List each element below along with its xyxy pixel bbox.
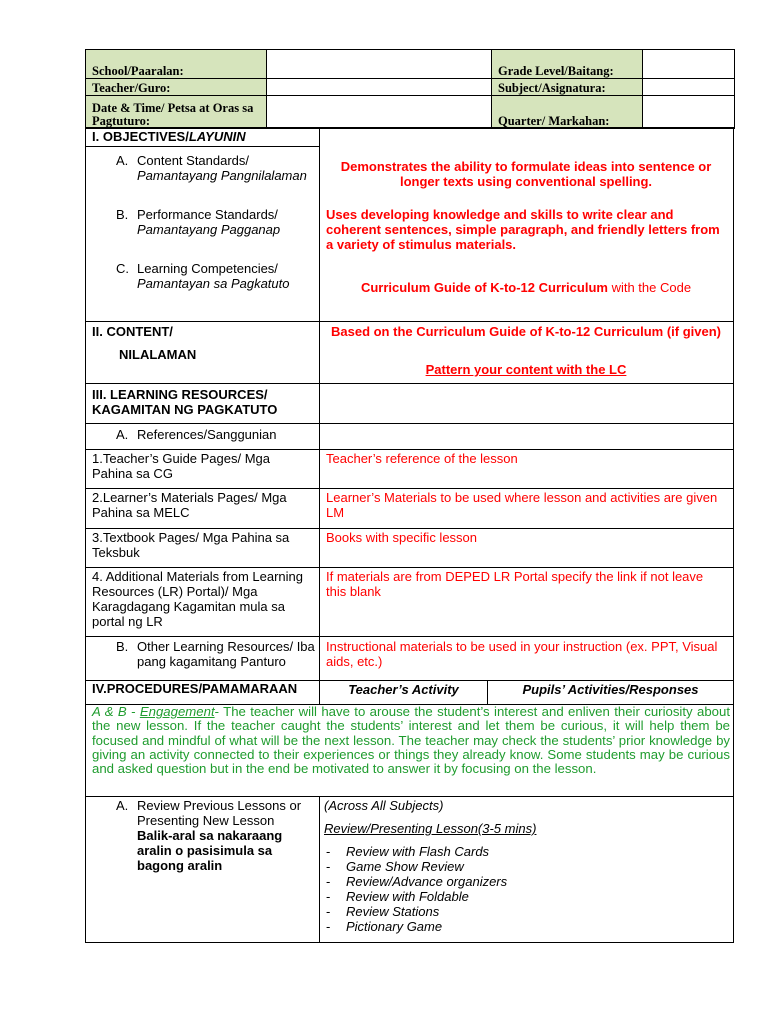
list-item: - Review Stations [326,904,440,919]
textbook-label: 3.Textbook Pages/ Mga Pahina sa Teksbuk [92,530,290,560]
lesson-plan-table [85,127,734,943]
subject-value[interactable] [643,79,735,96]
review-label: Review Previous Lessons or Presenting New Lesson Balik-aral sa nakaraang aralin o pasisimula sa bagong aralin [137,798,302,873]
other-resources-letter: B. [116,639,129,654]
competencies-letter: C. [116,261,129,276]
content-value: Based on the Curriculum Guide of K-to-12 Curriculum (if given) [330,324,722,339]
content-heading: II. CONTENT/ [92,324,173,339]
objectives-heading: I. OBJECTIVES/LAYUNIN [92,129,246,144]
datetime-value[interactable] [267,96,492,129]
textbook-value: Books with specific lesson [326,530,478,545]
performance-standards-label: Performance Standards/ Pamantayang Pagganap [137,207,281,237]
procedures-heading: IV.PROCEDURES/PAMAMARAAN [92,681,298,696]
school-value[interactable] [267,50,492,79]
datetime-label: Date & Time/ Petsa at Oras sa Pagtuturo: [86,96,267,129]
teacher-value[interactable] [267,79,492,96]
header-table [85,49,735,129]
grade-value[interactable] [643,50,735,79]
grade-label: Grade Level/Baitang: [492,50,643,79]
other-resources-value: Instructional materials to be used in your instruction (ex. PPT, Visual aids, etc.) [326,639,718,669]
references-letter: A. [116,427,129,442]
pupils-activities-header: Pupils’ Activities/Responses [522,682,699,697]
teachers-guide-label: 1.Teacher’s Guide Pages/ Mga Pahina sa CG [92,451,271,481]
quarter-value[interactable] [643,96,735,129]
quarter-label: Quarter/ Markahan: [492,96,643,129]
list-item: - Game Show Review [326,859,464,874]
performance-standards-value: Uses developing knowledge and skills to write clear and coherent sentences, simple paragraph, and friendly letters from a variety of stimulus materials. [326,207,720,252]
list-item: - Review with Foldable [326,889,469,904]
competencies-label: Learning Competencies/ Pamantayan sa Pagkatuto [137,261,290,291]
learners-materials-label: 2.Learner’s Materials Pages/ Mga Pahina sa MELC [92,490,287,520]
additional-materials-label: 4. Additional Materials from Learning Resources (LR) Portal)/ Mga Karagdagang Kagamitan mula sa portal ng LR [92,569,304,629]
resources-heading: III. LEARNING RESOURCES/ KAGAMITAN NG PAGKATUTO [92,387,278,417]
teachers-guide-value: Teacher’s reference of the lesson [326,451,518,466]
engagement-word: Engagement [139,704,215,719]
references-label: References/Sanggunian [137,427,277,442]
content-standards-value: Demonstrates the ability to formulate ideas into sentence or longer texts using conventional spelling. [340,159,712,189]
additional-materials-value: If materials are from DEPED LR Portal specify the link if not leave this blank [326,569,704,599]
review-note: (Across All Subjects) [324,798,444,813]
list-item: - Pictionary Game [326,919,443,934]
learners-materials-value: Learner’s Materials to be used where lesson and activities are given LM [326,490,718,520]
list-item: - Review/Advance organizers [326,874,508,889]
review-letter: A. [116,798,129,813]
content-pattern: Pattern your content with the LC [425,362,627,377]
teacher-label: Teacher/Guro: [86,79,267,96]
content-standards-letter: A. [116,153,129,168]
competencies-value: Curriculum Guide of K-to-12 Curriculum with the Code [360,280,692,295]
other-resources-label: Other Learning Resources/ Iba pang kagamitang Panturo [137,639,315,669]
school-label: School/Paaralan: [86,50,267,79]
review-activities-list [324,844,724,934]
content-heading-2: NILALAMAN [119,347,197,362]
list-item: - Review with Flash Cards [326,844,490,859]
engagement-paragraph: A & B - Engagement- The teacher will have to arouse the student’s interest and enliven their curiosity about the new lesson. If the teacher caught the students’ interest and let them be curious, it will help them be focused and mindful of what will be the next lesson. The teacher may check the students’ prior knowledge by giving an activity connected to their experiences or things they already know. Some students may be curious and asked question but in the end be motivated to answer it by focusing on the lesson. [92,704,730,777]
teachers-activity-header: Teacher’s Activity [348,682,459,697]
performance-standards-letter: B. [116,207,129,222]
subject-label: Subject/Asignatura: [492,79,643,96]
content-standards-label: Content Standards/ Pamantayang Pangnilalaman [137,153,307,183]
review-subheading: Review/Presenting Lesson(3-5 mins) [324,821,537,836]
